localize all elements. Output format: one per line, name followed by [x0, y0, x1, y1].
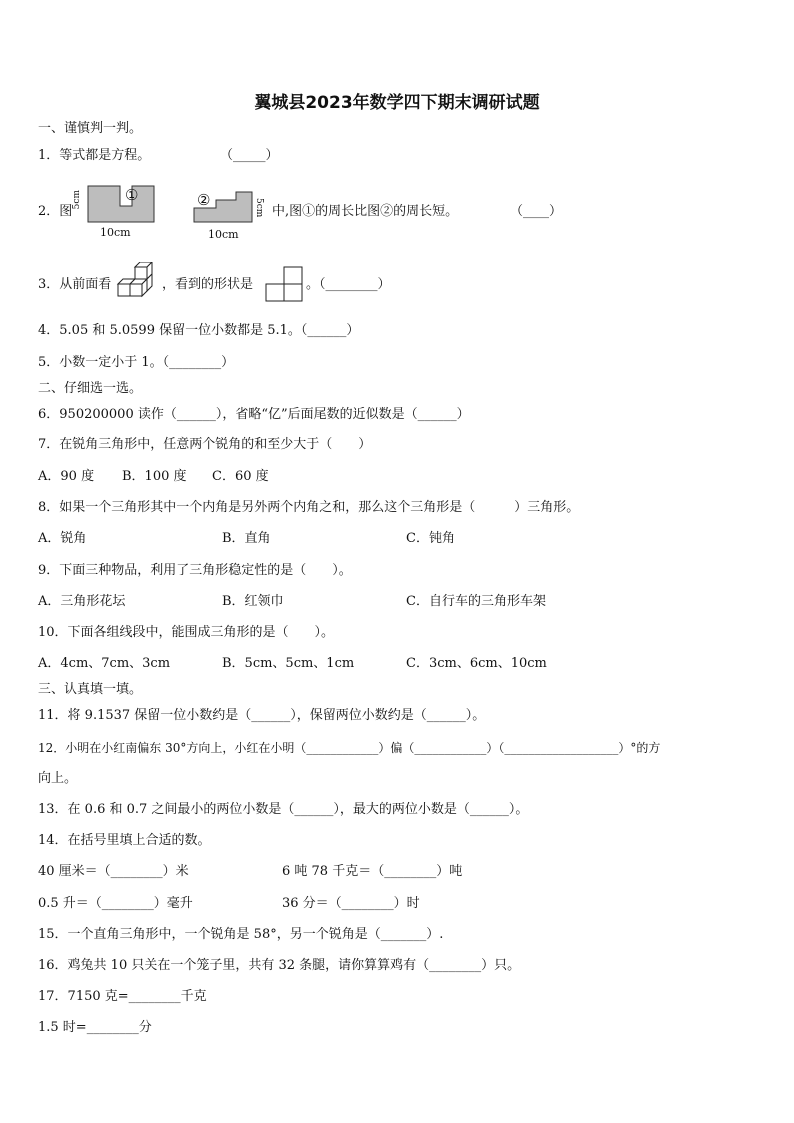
question-12-line-1: 12．小明在小红南偏东 30°方向上，小红在小明（____________）偏（____________）（___________________）°的方 [38, 741, 661, 755]
section-3-heading: 三、认真填一填。 [38, 682, 143, 697]
page-title: 翼城县2023年数学四下期末调研试题 [254, 93, 540, 113]
question-14-item-1: 40 厘米＝（________）米 [38, 864, 189, 879]
question-16: 16．鸡兔共 10 只关在一个笼子里，共有 32 条腿，请你算算鸡有（________）只。 [38, 958, 521, 973]
figure-1-width-label: 10cm [100, 226, 131, 239]
figure-2-width-label: 10cm [208, 228, 239, 241]
section-2-heading: 二、仔细选一选。 [38, 381, 143, 396]
question-9: 9．下面三种物品，利用了三角形稳定性的是（ ）。 [38, 563, 352, 578]
question-15: 15．一个直角三角形中，一个锐角是 58°，另一个锐角是（_______）. [38, 927, 444, 942]
question-1-answer-blank: （_____） [220, 148, 279, 163]
question-8: 8．如果一个三角形其中一个内角是另外两个内角之和，那么这个三角形是（ ）三角形。 [38, 500, 580, 515]
front-view-figure [264, 266, 306, 302]
question-2-text: 中,图①的周长比图②的周长短。 [272, 204, 459, 219]
question-14-item-3: 0.5 升＝（________）毫升 [38, 896, 193, 911]
question-9-option-c: C．自行车的三角形车架 [406, 594, 546, 609]
question-1 [38, 147, 279, 165]
question-5: 5．小数一定小于 1。（________） [38, 355, 235, 370]
figure-2-height-label: 5cm [254, 198, 264, 218]
question-12-line-2: 向上。 [38, 771, 78, 786]
question-3-answer-blank: 。（________） [306, 277, 391, 292]
question-8-option-c: C．钝角 [406, 531, 455, 546]
section-1-heading: 一、谨慎判一判。 [38, 121, 143, 136]
question-6: 6．950200000 读作（______），省略“亿”后面尾数的近似数是（______） [38, 407, 470, 422]
cube-stack-figure [116, 262, 158, 300]
question-13: 13．在 0.6 和 0.7 之间最小的两位小数是（______），最大的两位小数是（______）。 [38, 802, 529, 817]
question-3-middle-text: ，看到的形状是 [162, 277, 254, 292]
question-10: 10．下面各组线段中，能围成三角形的是（ ）。 [38, 625, 335, 640]
question-7: 7．在锐角三角形中，任意两个锐角的和至少大于（ ） [38, 437, 372, 452]
question-7-option-b: B．100 度 [122, 469, 187, 484]
question-11: 11．将 9.1537 保留一位小数约是（______），保留两位小数约是（______）。 [38, 708, 486, 723]
question-1-text: 1．等式都是方程。 [38, 148, 151, 163]
question-2-answer-blank: （____） [510, 204, 563, 219]
question-14-item-2: 6 吨 78 千克＝（________）吨 [282, 864, 463, 879]
question-9-option-a: A．三角形花坛 [38, 594, 126, 609]
figure-1-label: ① [125, 186, 139, 204]
question-7-option-c: C．60 度 [212, 469, 269, 484]
question-8-option-a: A．锐角 [38, 531, 87, 546]
question-3-prefix: 3．从前面看 [38, 277, 112, 292]
figure-2-label: ② [197, 191, 211, 209]
question-4: 4．5.05 和 5.0599 保留一位小数都是 5.1。（______） [38, 323, 360, 338]
question-8-option-b: B．直角 [222, 531, 271, 546]
question-7-option-a: A．90 度 [38, 469, 95, 484]
question-10-option-c: C．3cm、6cm、10cm [406, 656, 547, 671]
question-2-prefix: 2．图 [38, 204, 73, 219]
question-14-item-4: 36 分＝（________）时 [282, 896, 420, 911]
question-14: 14．在括号里填上合适的数。 [38, 833, 211, 848]
question-17-line-1: 17．7150 克=________千克 [38, 989, 207, 1004]
question-9-option-b: B．红领巾 [222, 594, 284, 609]
question-17-line-2: 1.5 时=________分 [38, 1020, 152, 1035]
question-10-option-a: A．4cm、7cm、3cm [38, 656, 171, 671]
figure-1-height-label: 5cm [72, 190, 82, 210]
question-10-option-b: B．5cm、5cm、1cm [222, 656, 355, 671]
